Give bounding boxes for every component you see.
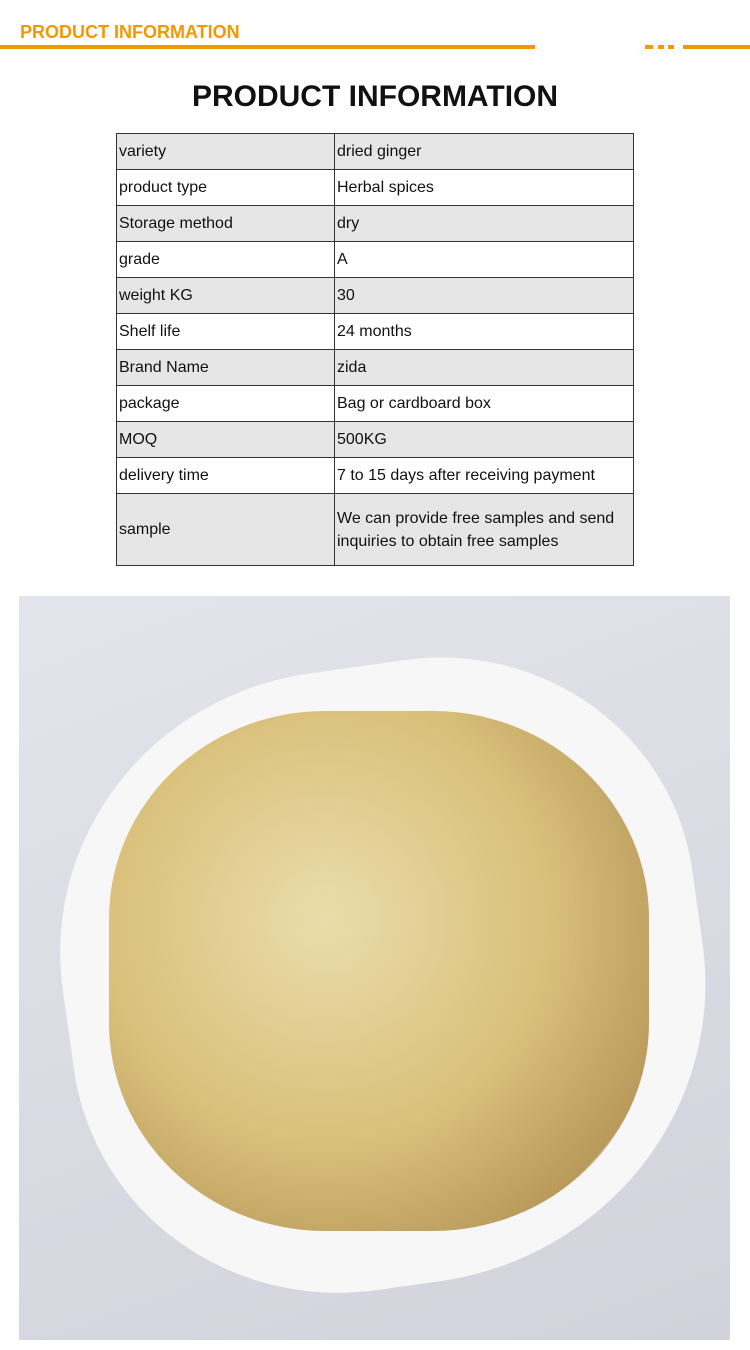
label-cell: package: [117, 386, 335, 422]
value-cell: A: [335, 242, 634, 278]
header-divider: [683, 45, 750, 49]
page-title: PRODUCT INFORMATION: [191, 80, 559, 113]
ginger-slices: [109, 711, 649, 1231]
label-cell: sample: [117, 494, 335, 566]
label-cell: Storage method: [117, 206, 335, 242]
header-divider-mark: [668, 45, 674, 49]
value-cell: 7 to 15 days after receiving payment: [335, 458, 634, 494]
table-row: [117, 494, 634, 566]
value-cell: 24 months: [335, 314, 634, 350]
label-cell: Brand Name: [117, 350, 335, 386]
label-cell: delivery time: [117, 458, 335, 494]
header-divider-mark: [645, 45, 653, 49]
table-row: [117, 206, 634, 242]
table-row: [117, 458, 634, 494]
label-cell: MOQ: [117, 422, 335, 458]
value-cell: zida: [335, 350, 634, 386]
value-cell: dry: [335, 206, 634, 242]
label-cell: variety: [117, 134, 335, 170]
section-header: PRODUCT INFORMATION: [20, 22, 240, 42]
product-photo-dried-ginger: [19, 596, 730, 1340]
product-info-table: [116, 133, 634, 566]
value-cell: 30: [335, 278, 634, 314]
table-row: [117, 422, 634, 458]
table-row: [117, 386, 634, 422]
table-row: [117, 242, 634, 278]
table-row: [117, 278, 634, 314]
label-cell: weight KG: [117, 278, 335, 314]
label-cell: product type: [117, 170, 335, 206]
label-cell: grade: [117, 242, 335, 278]
table-row: [117, 314, 634, 350]
value-cell: Bag or cardboard box: [335, 386, 634, 422]
value-cell: dried ginger: [335, 134, 634, 170]
header-divider: [0, 45, 535, 49]
value-cell: We can provide free samples and send inquiries to obtain free samples: [335, 494, 634, 566]
table-row: [117, 350, 634, 386]
value-cell: 500KG: [335, 422, 634, 458]
label-cell: Shelf life: [117, 314, 335, 350]
header-divider-mark: [658, 45, 664, 49]
value-cell: Herbal spices: [335, 170, 634, 206]
table-row: [117, 134, 634, 170]
table-row: [117, 170, 634, 206]
